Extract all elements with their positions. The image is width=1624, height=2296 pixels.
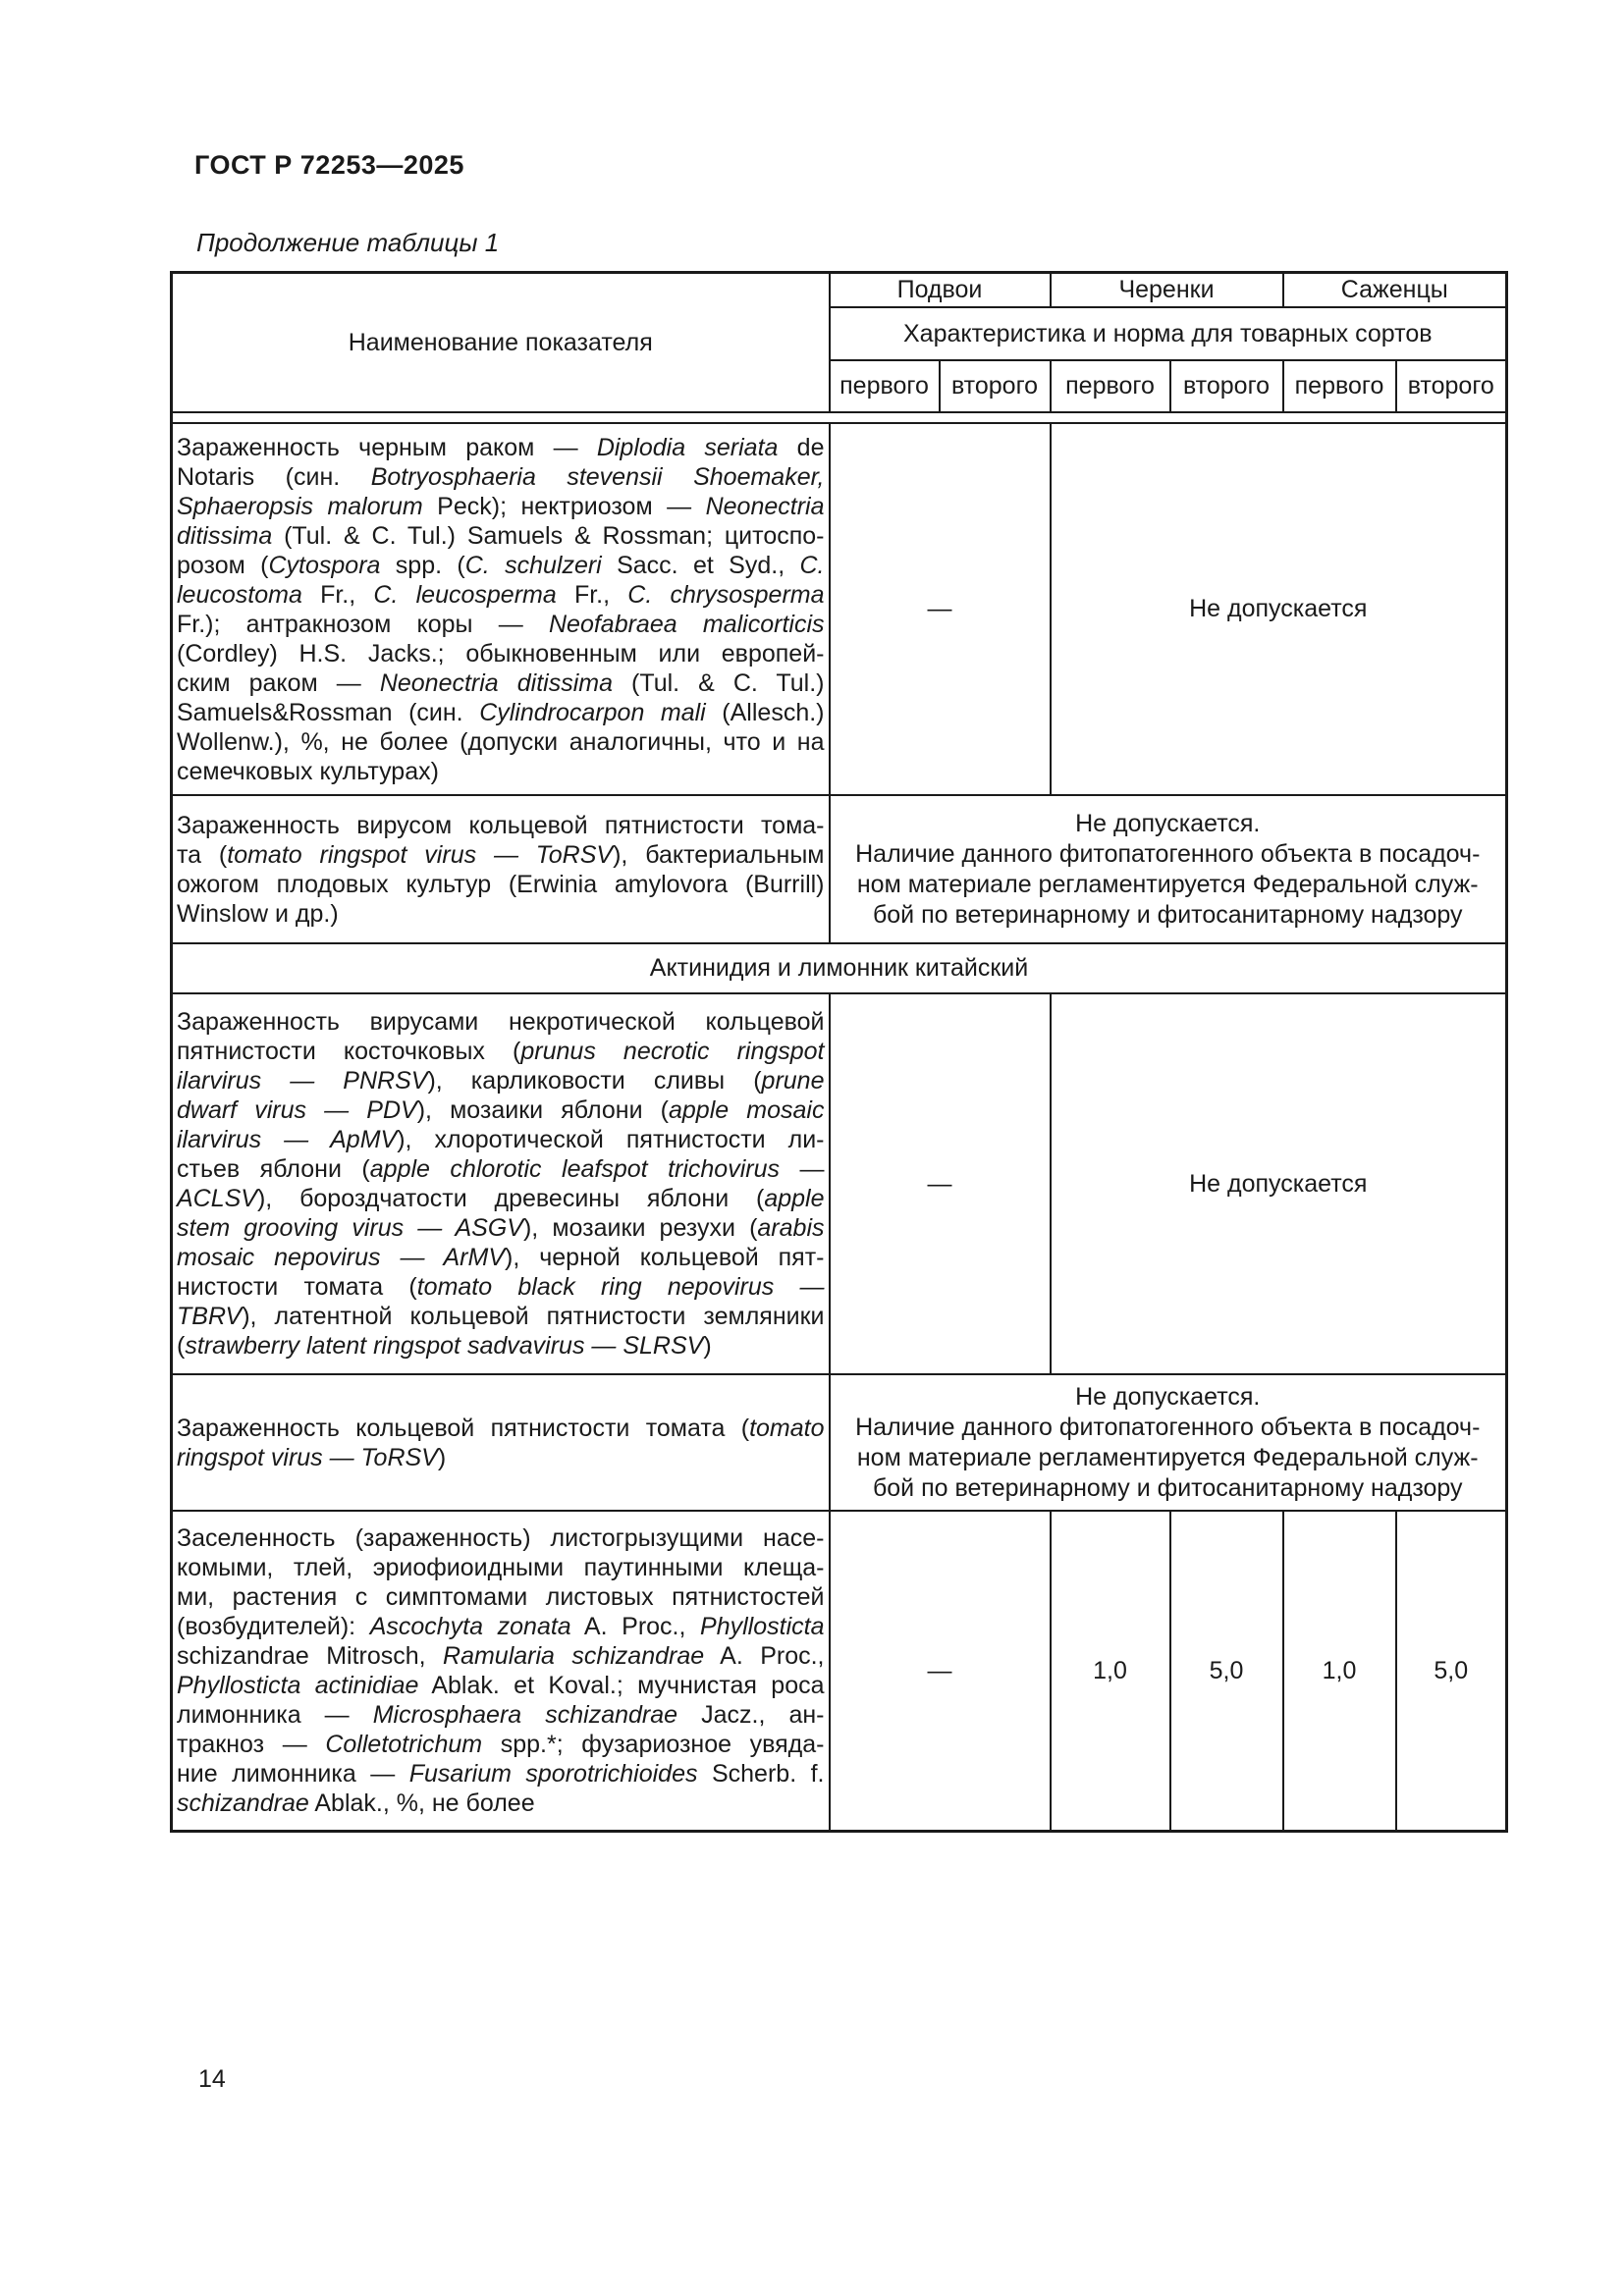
- header-grade: первого: [830, 360, 940, 412]
- header-grade: второго: [1396, 360, 1507, 412]
- header-grade: первого: [1051, 360, 1170, 412]
- header-separator: [172, 412, 1507, 423]
- header-group-cuttings: Черенки: [1051, 273, 1283, 308]
- document-code: ГОСТ Р 72253—2025: [194, 150, 464, 180]
- table-row: [172, 795, 1507, 943]
- value-cell: 5,0: [1396, 1511, 1507, 1832]
- requirements-table: [170, 271, 1508, 1833]
- page-number: 14: [198, 2065, 226, 2093]
- indicator-name-cell: Зараженность вирусами некротической кольцевой пятнистости косточковых (prunus necrotic ringspot ilarvirus — PNRSV), карликовости сливы (prune dwarf virus — PDV), мозаики яблони (apple mosaic ilarvirus — ApMV), хлоротической пятнистости ли- стьев яблони (apple chlorotic leafspot trichovirus — ACLSV), бороздчатости древесины яблони (apple stem grooving virus — ASGV), мозаики резухи (arabis mosaic nepovirus — ArMV), черной кольцевой пят- нистости томата (tomato black ring nepovirus — TBRV), латентной кольцевой пятнистости земляники (strawberry latent ringspot sadvavirus — SLRSV): [172, 993, 830, 1374]
- header-indicator-name: Наименование показателя: [172, 273, 830, 413]
- table-row: [172, 993, 1507, 1374]
- value-cell: Не допускается: [1051, 993, 1507, 1374]
- header-group-seedlings: Саженцы: [1283, 273, 1507, 308]
- table-header: [172, 273, 1507, 424]
- header-grade: второго: [940, 360, 1051, 412]
- value-cell: 5,0: [1170, 1511, 1283, 1832]
- header-characteristic: Характеристика и норма для товарных сортов: [830, 307, 1507, 360]
- table-caption: Продолжение таблицы 1: [196, 228, 500, 257]
- section-row: [172, 943, 1507, 993]
- value-cell: 1,0: [1283, 1511, 1396, 1832]
- value-cell: —: [830, 1511, 1051, 1832]
- indicator-name-cell: Зараженность вирусом кольцевой пятнистости тома- та (tomato ringspot virus — ToRSV), бактериальным ожогом плодовых культур (Erwinia amylovora (Burrill) Winslow и др.): [172, 795, 830, 943]
- section-label: Актинидия и лимонник китайский: [172, 943, 1507, 993]
- value-cell: Не допускается. Наличие данного фитопатогенного объекта в посадоч- ном материале регламентируется Федеральной служ- бой по ветеринарному и фитосанитарному надзору: [830, 795, 1507, 943]
- header-row-groups: [172, 273, 1507, 308]
- table-row: [172, 1511, 1507, 1832]
- value-cell: Не допускается: [1051, 423, 1507, 795]
- header-grade: первого: [1283, 360, 1396, 412]
- header-group-rootstocks: Подвои: [830, 273, 1051, 308]
- value-cell: Не допускается. Наличие данного фитопатогенного объекта в посадоч- ном материале регламентируется Федеральной служ- бой по ветеринарному и фитосанитарному надзору: [830, 1374, 1507, 1511]
- double-rule: [172, 412, 1507, 423]
- indicator-name-cell: Заселенность (зараженность) листогрызущими насе- комыми, тлей, эриофиоидными паутинными клеща- ми, растения с симптомами листовых пятнистостей (возбудителей): Ascochyta zonata A. Proc., Phyllosticta schizandrae Mitrosch, Ramularia schizandrae A. Proc., Phyllosticta actinidiae Ablak. et Koval.; мучнистая роса лимонника — Microsphaera schizandrae Jacz., ан- тракноз — Colletotrichum spp.*; фузариозное увяда- ние лимонника — Fusarium sporotrichioides Scherb. f. schizandrae Ablak., %, не более: [172, 1511, 830, 1832]
- value-cell: —: [830, 423, 1051, 795]
- table-row: [172, 1374, 1507, 1511]
- value-cell: 1,0: [1051, 1511, 1170, 1832]
- indicator-name-cell: Зараженность кольцевой пятнистости томата (tomato ringspot virus — ToRSV): [172, 1374, 830, 1511]
- table-row: [172, 423, 1507, 795]
- header-grade: второго: [1170, 360, 1283, 412]
- value-cell: —: [830, 993, 1051, 1374]
- table-body: [172, 423, 1507, 1832]
- indicator-name-cell: Зараженность черным раком — Diplodia seriata de Notaris (син. Botryosphaeria stevensii Shoemaker, Sphaeropsis malorum Peck); нектриозом — Neonectria ditissima (Tul. & C. Tul.) Samuels & Rossman; цитоспо- розом (Cytospora spp. (C. schulzeri Sacc. et Syd., C. leucostoma Fr., C. leucosperma Fr., C. chrysosperma Fr.); антракнозом коры — Neofabraea malicorticis (Cordley) H.S. Jacks.; обыкновенным или европей- ским раком — Neonectria ditissima (Tul. & C. Tul.) Samuels&Rossman (син. Cylindrocarpon mali (Allesch.) Wollenw.), %, не более (допуски аналогичны, что и на семечковых культурах): [172, 423, 830, 795]
